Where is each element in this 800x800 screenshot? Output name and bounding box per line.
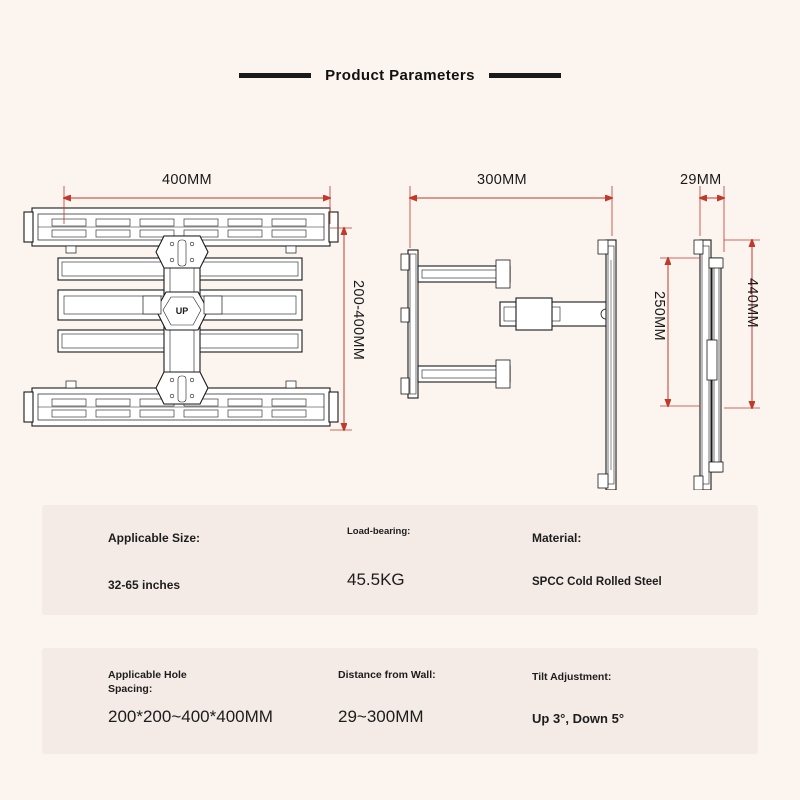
technical-drawing bbox=[0, 140, 800, 490]
spec-label-material: Material: bbox=[532, 531, 582, 545]
title-rule-right bbox=[489, 73, 561, 78]
dimension-label-front-height: 200-400MM bbox=[350, 280, 366, 361]
spec-value-wall-distance: 29~300MM bbox=[338, 707, 424, 726]
up-marking: UP bbox=[175, 306, 189, 316]
spec-cell-load-bearing bbox=[347, 505, 537, 615]
spec-label-hole-spacing: Applicable Hole Spacing: bbox=[108, 669, 187, 696]
spec-cell-material bbox=[532, 505, 752, 615]
drawing-svg bbox=[0, 140, 800, 490]
spec-label-tilt-adjustment: Tilt Adjustment: bbox=[532, 671, 612, 683]
spec-cell-hole-spacing bbox=[108, 648, 358, 754]
spec-panel-row2 bbox=[42, 648, 758, 754]
spec-value-load-bearing: 45.5KG bbox=[347, 570, 405, 589]
dimension-label-front-width: 400MM bbox=[162, 172, 212, 188]
dimension-label-depth: 29MM bbox=[680, 172, 722, 188]
title-rule-left bbox=[239, 73, 311, 78]
spec-value-hole-spacing: 200*200~400*400MM bbox=[108, 707, 273, 726]
spec-cell-applicable-size bbox=[108, 505, 338, 615]
dimension-label-side-extension: 300MM bbox=[477, 172, 527, 188]
spec-value-tilt-adjustment: Up 3°, Down 5° bbox=[532, 711, 625, 726]
page-title-block bbox=[0, 58, 800, 92]
spec-label-wall-distance: Distance from Wall: bbox=[338, 669, 436, 681]
dimension-label-overall-height: 440MM bbox=[744, 278, 760, 328]
spec-label-applicable-size: Applicable Size: bbox=[108, 531, 201, 545]
spec-cell-tilt-adjustment bbox=[532, 648, 752, 754]
page-title: Product Parameters bbox=[325, 66, 475, 84]
dimension-label-inner-height: 250MM bbox=[651, 291, 667, 341]
spec-cell-wall-distance bbox=[338, 648, 538, 754]
spec-value-applicable-size: 32-65 inches bbox=[108, 578, 181, 592]
spec-value-material: SPCC Cold Rolled Steel bbox=[532, 576, 662, 588]
spec-panel-row1 bbox=[42, 505, 758, 615]
spec-label-load-bearing: Load-bearing: bbox=[347, 526, 411, 537]
